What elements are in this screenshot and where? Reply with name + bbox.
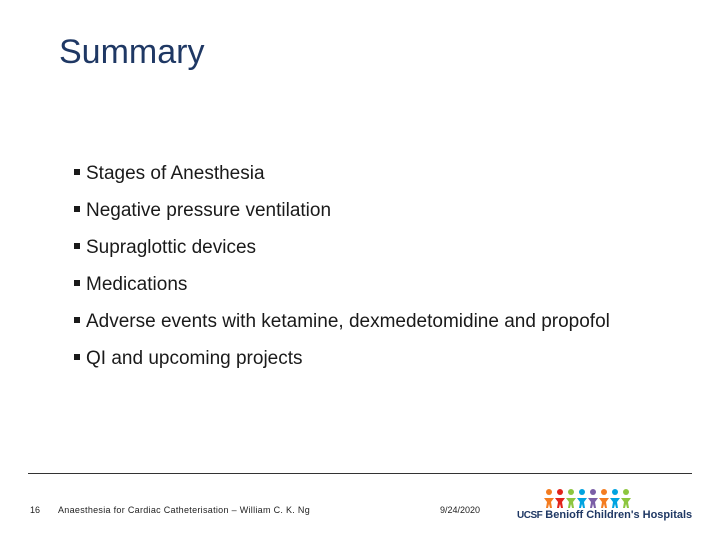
- bullet-list: [74, 160, 610, 382]
- slide-title: Summary: [59, 33, 205, 71]
- bullet-text: Supraglottic devices: [86, 237, 257, 258]
- bullet-text: Adverse events with ketamine, dexmedetomidine and propofol: [86, 311, 610, 332]
- bullet-item: [74, 234, 610, 271]
- bullet-square-icon: [74, 280, 80, 286]
- page-number: 16: [30, 505, 41, 515]
- bullet-square-icon: [74, 317, 80, 323]
- child-figure: [599, 489, 609, 508]
- child-figure: [621, 489, 631, 508]
- bullet-square-icon: [74, 206, 80, 212]
- logo-hospital-name: Benioff Children's Hospitals: [545, 509, 693, 521]
- bullet-item: [74, 160, 610, 197]
- bullet-text: QI and upcoming projects: [86, 348, 303, 369]
- bullet-square-icon: [74, 169, 80, 175]
- bullet-item: [74, 345, 610, 382]
- child-figure: [610, 489, 620, 508]
- child-figure: [544, 489, 554, 508]
- bullet-item: [74, 271, 610, 308]
- bullet-item: [74, 308, 610, 345]
- footer-presentation-title: Anaesthesia for Cardiac Catheterisation – William C. K. Ng: [58, 505, 310, 515]
- logo-text: [517, 509, 692, 521]
- bullet-item: [74, 197, 610, 234]
- footer-date: 9/24/2020: [440, 505, 481, 515]
- ucsf-benioff-logo: [517, 488, 697, 528]
- bullet-square-icon: [74, 243, 80, 249]
- child-figure: [555, 489, 565, 508]
- bullet-text: Stages of Anesthesia: [86, 163, 265, 184]
- logo-ucsf: UCSF: [517, 510, 543, 521]
- child-figure: [577, 489, 587, 508]
- bullet-square-icon: [74, 354, 80, 360]
- child-figure: [588, 489, 598, 508]
- bullet-text: Negative pressure ventilation: [86, 200, 332, 221]
- bullet-text: Medications: [86, 274, 188, 295]
- children-figures-icon: [517, 488, 697, 510]
- child-figure: [566, 489, 576, 508]
- footer-divider: [28, 473, 692, 474]
